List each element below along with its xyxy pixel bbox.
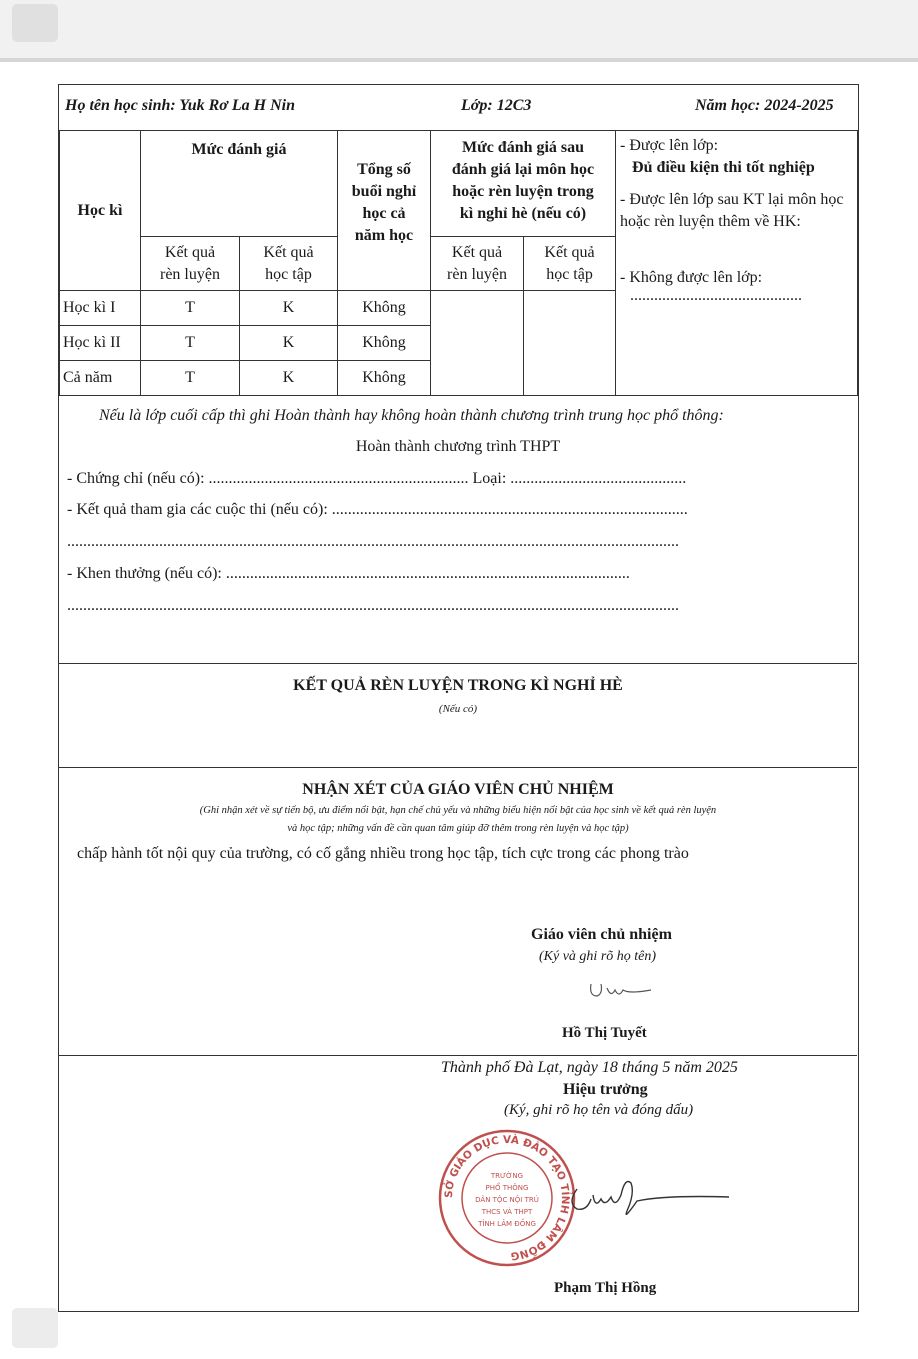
teacher-sign-instruction: (Ký và ghi rõ họ tên) <box>539 949 657 964</box>
section-divider <box>59 767 857 768</box>
svg-text:PHỔ THÔNG: PHỔ THÔNG <box>485 1184 529 1192</box>
study-cell: K <box>240 361 338 396</box>
reeval-header: Mức đánh giá sau đánh giá lại môn học hoặc rèn luyện trong kì nghỉ hè (nếu có) <box>431 131 616 237</box>
training-cell: T <box>141 291 240 326</box>
teacher-role: Giáo viên chủ nhiệm <box>531 926 672 943</box>
principal-sign-instruction: (Ký, ghi rõ họ tên và đóng dấu) <box>504 1102 694 1118</box>
viewer-toolbar <box>0 0 918 60</box>
school-stamp <box>437 1128 577 1268</box>
study-cell: K <box>240 291 338 326</box>
completion-prompt: Nếu là lớp cuối cấp thì ghi Hoàn thành hay không hoàn thành chương trình trung học phổ thông: <box>99 407 724 424</box>
study-cell: K <box>240 326 338 361</box>
term-cell: Học kì II <box>60 326 141 361</box>
absence-cell: Không <box>338 291 431 326</box>
not-promoted-dots: ........................................... <box>630 287 803 304</box>
award-dots: ......................................................................................................................................................... <box>67 597 679 614</box>
absence-header: Tổng số buổi nghỉ học cả năm học <box>338 131 431 291</box>
teacher-comment-title: NHẬN XÉT CỦA GIÁO VIÊN CHỦ NHIỆM <box>302 781 614 798</box>
teacher-comment-note-1: (Ghi nhận xét về sự tiến bộ, ưu điểm nổi bật, hạn chế chủ yếu và những biểu hiện nổi bật của học sinh về kết quả rèn luyện <box>199 805 717 816</box>
svg-text:SỞ GIÁO DỤC VÀ ĐÀO TẠO TỈNH LÂ: SỞ GIÁO DỤC VÀ ĐÀO TẠO TỈNH LÂM ĐỒNG <box>442 1133 572 1262</box>
absence-cell: Không <box>338 361 431 396</box>
absence-cell: Không <box>338 326 431 361</box>
student-name: Họ tên học sinh: Yuk Rơ La H Nin <box>65 97 295 114</box>
training-cell: T <box>141 361 240 396</box>
principal-name: Phạm Thị Hồng <box>554 1280 657 1296</box>
grades-table <box>59 130 858 396</box>
principal-role: Hiệu trưởng <box>563 1081 648 1098</box>
contest-dots: ......................................................................................................................................................... <box>67 533 679 550</box>
teacher-name: Hồ Thị Tuyết <box>562 1025 647 1041</box>
reeval-training-cell <box>431 291 524 396</box>
term-cell: Cả năm <box>60 361 141 396</box>
class-name: Lớp: 12C3 <box>461 97 532 114</box>
summer-title: KẾT QUẢ RÈN LUYỆN TRONG KÌ NGHỈ HÈ <box>293 677 623 694</box>
completion-value: Hoàn thành chương trình THPT <box>355 438 561 455</box>
promotion-panel <box>616 131 858 396</box>
training-cell: T <box>141 326 240 361</box>
graduation-status: Đủ điều kiện thi tốt nghiệp <box>632 159 815 176</box>
viewer-back-button[interactable] <box>12 4 58 42</box>
school-year: Năm học: 2024-2025 <box>695 97 834 114</box>
certificate-field: - Chứng chỉ (nếu có): ................................................................. Loại: ............................................ <box>67 470 687 487</box>
reeval-study-cell <box>524 291 616 396</box>
svg-text:TRƯỜNG: TRƯỜNG <box>490 1172 524 1180</box>
contest-field: - Kết quả tham gia các cuộc thi (nếu có): ......................................................................................... <box>67 501 688 518</box>
report-page <box>58 84 859 1312</box>
teacher-comment-note-2: và học tập; những vấn đề cần quan tâm giúp đỡ thêm trong rèn luyện và học tập) <box>287 823 629 834</box>
term-header: Học kì <box>60 131 141 291</box>
svg-text:DÂN TỘC NỘI TRÚ: DÂN TỘC NỘI TRÚ <box>475 1196 539 1204</box>
date-line: Thành phố Đà Lạt, ngày 18 tháng 5 năm 2025 <box>441 1059 738 1076</box>
section-divider <box>59 1055 857 1056</box>
reeval-training-header: Kết quả rèn luyện <box>431 237 524 291</box>
eval-study-header: Kết quả học tập <box>240 237 338 291</box>
summer-note: (Nếu có) <box>438 703 478 715</box>
eval-training-header: Kết quả rèn luyện <box>141 237 240 291</box>
section-divider <box>59 663 857 664</box>
reeval-study-header: Kết quả học tập <box>524 237 616 291</box>
promoted-label: - Được lên lớp: <box>620 137 719 154</box>
eval-header: Mức đánh giá <box>141 131 338 237</box>
toolbar-divider <box>0 58 918 62</box>
viewer-page-button[interactable] <box>12 1308 58 1348</box>
teacher-signature <box>585 978 655 1004</box>
teacher-comment-text: chấp hành tốt nội quy của trường, có cố gắng nhiều trong học tập, tích cực trong các phong trào <box>77 845 689 862</box>
svg-text:TỈNH LÂM ĐỒNG: TỈNH LÂM ĐỒNG <box>478 1220 536 1228</box>
svg-text:THCS VÀ THPT: THCS VÀ THPT <box>481 1208 533 1216</box>
award-field: - Khen thưởng (nếu có): ..................................................................................................... <box>67 565 630 582</box>
principal-signature <box>565 1173 735 1221</box>
promoted-after-label: - Được lên lớp sau KT lại môn học hoặc rèn luyện thêm về HK: <box>620 191 844 230</box>
not-promoted-label: - Không được lên lớp: <box>620 269 763 286</box>
term-cell: Học kì I <box>60 291 141 326</box>
